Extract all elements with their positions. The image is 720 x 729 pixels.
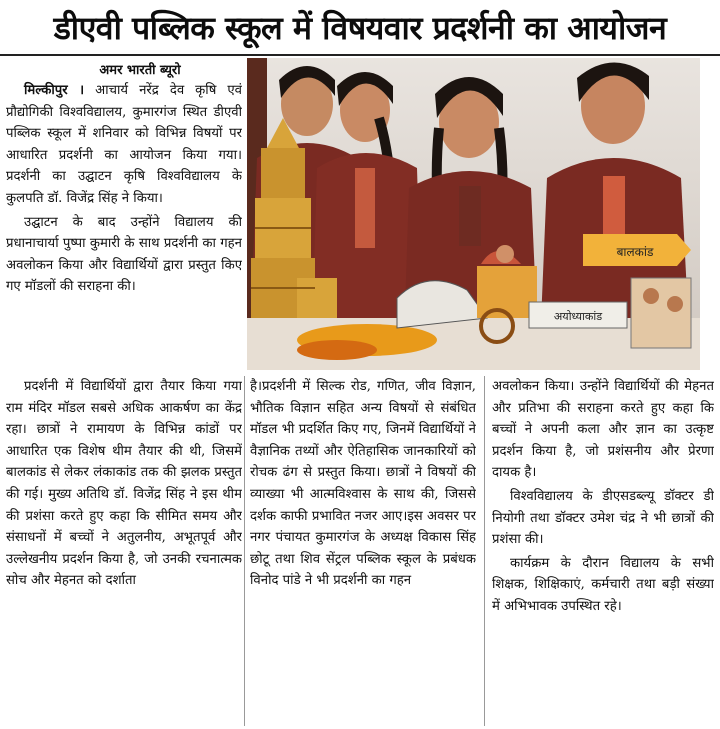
sign-balkand-label: बालकांड <box>616 245 654 259</box>
paragraph: अवलोकन किया। उन्होंने विद्यार्थियों की मेहनत और प्रतिभा की सराहना करते हुए कहा कि बच्चों ने अपनी कला और ज्ञान का उत्कृष्ट प्रदर्शन किया है, जो प्रशंसनीय और प्रेरणा दायक है। <box>492 379 714 481</box>
exhibition-photo <box>247 58 700 370</box>
headline: डीएवी पब्लिक स्कूल में विषयवार प्रदर्शनी का आयोजन <box>0 0 720 56</box>
sign-ayodhyakand <box>529 302 627 328</box>
paragraph: कार्यक्रम के दौरान विद्यालय के सभी शिक्षक, शिक्षिकाएं, कर्मचारी तथा बड़ी संख्या में अभिभावक उपस्थित रहे। <box>492 555 714 614</box>
sign-ayodhyakand-label: अयोध्याकांड <box>553 310 603 323</box>
paragraph: प्रदर्शनी में विद्यार्थियों द्वारा तैयार किया गया राम मंदिर मॉडल सबसे अधिक आकर्षण का केंद्र रहा। छात्रों ने रामायण के विभिन्न कांडों पर आधारित एक विशेष थीम तैयार की थी, जिसमें बालकांड से लेकर लंकाकांड तक की झलक प्रस्तुत की गई। मुख्य अतिथि डॉ. विजेंद्र सिंह ने इस थीम की प्रशंसा करते हुए कहा कि सीमित समय और संसाधनों में बच्चों ने अतुलनीय, अभूतपूर्व और उल्लेखनीय प्रदर्शन किया है, जो उनकी रचनात्मक सोच और मेहनत को दर्शाता <box>6 379 242 589</box>
article-column-middle <box>250 376 476 726</box>
column-divider <box>244 376 245 726</box>
paragraph <box>6 80 242 210</box>
article-column-top-left <box>6 80 242 372</box>
paragraph-text: आचार्य नरेंद्र देव कृषि एवं प्रौद्योगिकी विश्वविद्यालय, कुमारगंज स्थित डीएवी पब्लिक स्कूल में शनिवार को विभिन्न विषयों पर आधारित प्रदर्शनी का आयोजन किया गया। प्रदर्शनी का उद्घाटन कृषि विश्वविद्यालय के कुलपति डॉ. विजेंद्र सिंह ने किया। <box>6 83 242 206</box>
article-column-right <box>492 376 714 726</box>
paragraph: उद्घाटन के बाद उन्होंने विद्यालय की प्रधानाचार्या पुष्पा कुमारी के साथ प्रदर्शनी का गहन अवलोकन किया और विद्यार्थियों द्वारा प्रस्तुत किए गए मॉडलों की सराहना की। <box>6 214 242 295</box>
sign-balkand <box>583 234 691 266</box>
article-column-left <box>6 376 242 726</box>
byline: अमर भारती ब्यूरो <box>99 63 181 78</box>
exhibition-photo-image <box>247 58 700 370</box>
dateline: मिल्कीपुर । <box>24 83 85 98</box>
column-divider <box>484 376 485 726</box>
paragraph: विश्वविद्यालय के डीएसडब्ल्यू डॉक्टर डी नियोगी तथा डॉक्टर उमेश चंद्र ने भी छात्रों की प्रशंसा की। <box>492 488 714 548</box>
paragraph: है।प्रदर्शनी में सिल्क रोड, गणित, जीव विज्ञान, भौतिक विज्ञान सहित अन्य विषयों से संबंधित मॉडल भी प्रदर्शित किए गए, जिनमें विद्यार्थियों ने वैज्ञानिक तथ्यों और ऐतिहासिक जानकारियों को रोचक ढंग से प्रस्तुत किया। छात्रों ने विषयों की व्याख्या भी आत्मविश्वास के साथ की, जिससे दर्शक काफी प्रभावित नजर आए।इस अवसर पर नगर पंचायत कुमारगंज के अध्यक्ष विकास सिंह छोटू तथा शिव सेंट्रल पब्लिक स्कूल के प्रबंधक विनोद पांडे ने भी प्रदर्शनी का गहन <box>250 379 476 589</box>
